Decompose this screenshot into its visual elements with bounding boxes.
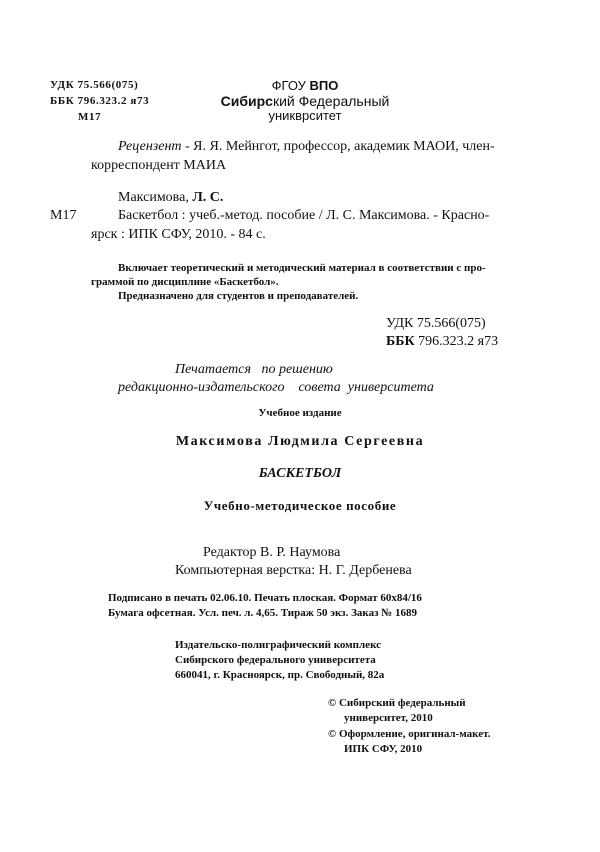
header-code: М17 <box>78 111 102 123</box>
reviewer-line1 <box>118 139 495 155</box>
library-stamp-line1 <box>210 78 400 93</box>
copyright-2-line1: © Оформление, оригинал-макет. <box>328 728 491 740</box>
classification-bbk <box>386 334 498 350</box>
author-entry-name <box>118 190 223 206</box>
editor-line: Редактор В. Р. Наумова <box>203 545 341 560</box>
header-udk: УДК 75.566(075) <box>50 79 139 91</box>
author-full-name: Максимова Людмила Сергеевна <box>175 434 425 449</box>
print-info-line1: Подписано в печать 02.06.10. Печать плоская. Формат 60х84/16 <box>108 592 422 604</box>
author-entry-code: М17 <box>50 208 77 223</box>
classification-bbk-label: ББК <box>386 334 415 349</box>
stamp-prefix: ФГОУ <box>271 78 310 93</box>
classification-bbk-value: 796.323.2 я73 <box>414 334 499 349</box>
classification-udk: УДК 75.566(075) <box>386 316 486 331</box>
print-decision-line1: Печатается по решению <box>175 362 333 377</box>
annotation-line2: граммой по дисциплине «Баскетбол». <box>91 276 279 288</box>
publisher-line3: 660041, г. Красноярск, пр. Свободный, 82а <box>175 669 385 681</box>
header-bbk: ББК 796.323.2 я73 <box>50 95 150 107</box>
stamp-line2-bold: Сибирс <box>220 93 273 109</box>
author-entry-line2: ярск : ИПК СФУ, 2010. - 84 с. <box>91 227 266 242</box>
print-decision-line2: редакционно-издательского совета университета <box>118 380 434 395</box>
book-subtitle: Учебно-методическое пособие <box>203 498 397 513</box>
annotation-line3: Предназначено для студентов и преподавателей. <box>118 290 359 302</box>
copyright-2-line2: ИПК СФУ, 2010 <box>344 743 423 755</box>
copyright-1-line1: © Сибирский федеральный <box>328 697 466 709</box>
annotation-line1: Включает теоретический и методический материал в соответствии с про- <box>118 262 486 274</box>
library-stamp-line3: уникврситет <box>268 108 342 123</box>
edition-type: Учебное издание <box>258 407 342 419</box>
publisher-line1: Издательско-полиграфический комплекс <box>175 639 382 651</box>
publisher-line2: Сибирского федерального университета <box>175 654 376 666</box>
copyright-1-line2: университет, 2010 <box>344 712 433 724</box>
reviewer-text: - Я. Я. Мейнгот, профессор, академик МАОИ, член- <box>181 139 495 154</box>
author-entry-line1: Баскетбол : учеб.-метод. пособие / Л. С. Максимова. - Красно- <box>118 208 490 223</box>
layout-editor-line: Компьютерная верстка: Н. Г. Дербенева <box>175 563 412 578</box>
reviewer-label: Рецензент <box>118 139 182 154</box>
author-surname: Максимова, <box>118 190 193 205</box>
stamp-line2-rest: кий Федеральный <box>272 93 390 109</box>
reviewer-line2: корреспондент МАИА <box>91 158 227 173</box>
author-initials: Л. С. <box>192 190 224 205</box>
stamp-bold: ВПО <box>309 78 339 93</box>
library-stamp-line2 <box>210 93 400 109</box>
print-info-line2: Бумага офсетная. Усл. печ. л. 4,65. Тираж 50 экз. Заказ № 1689 <box>108 607 418 619</box>
book-title: БАСКЕТБОЛ <box>258 466 342 481</box>
